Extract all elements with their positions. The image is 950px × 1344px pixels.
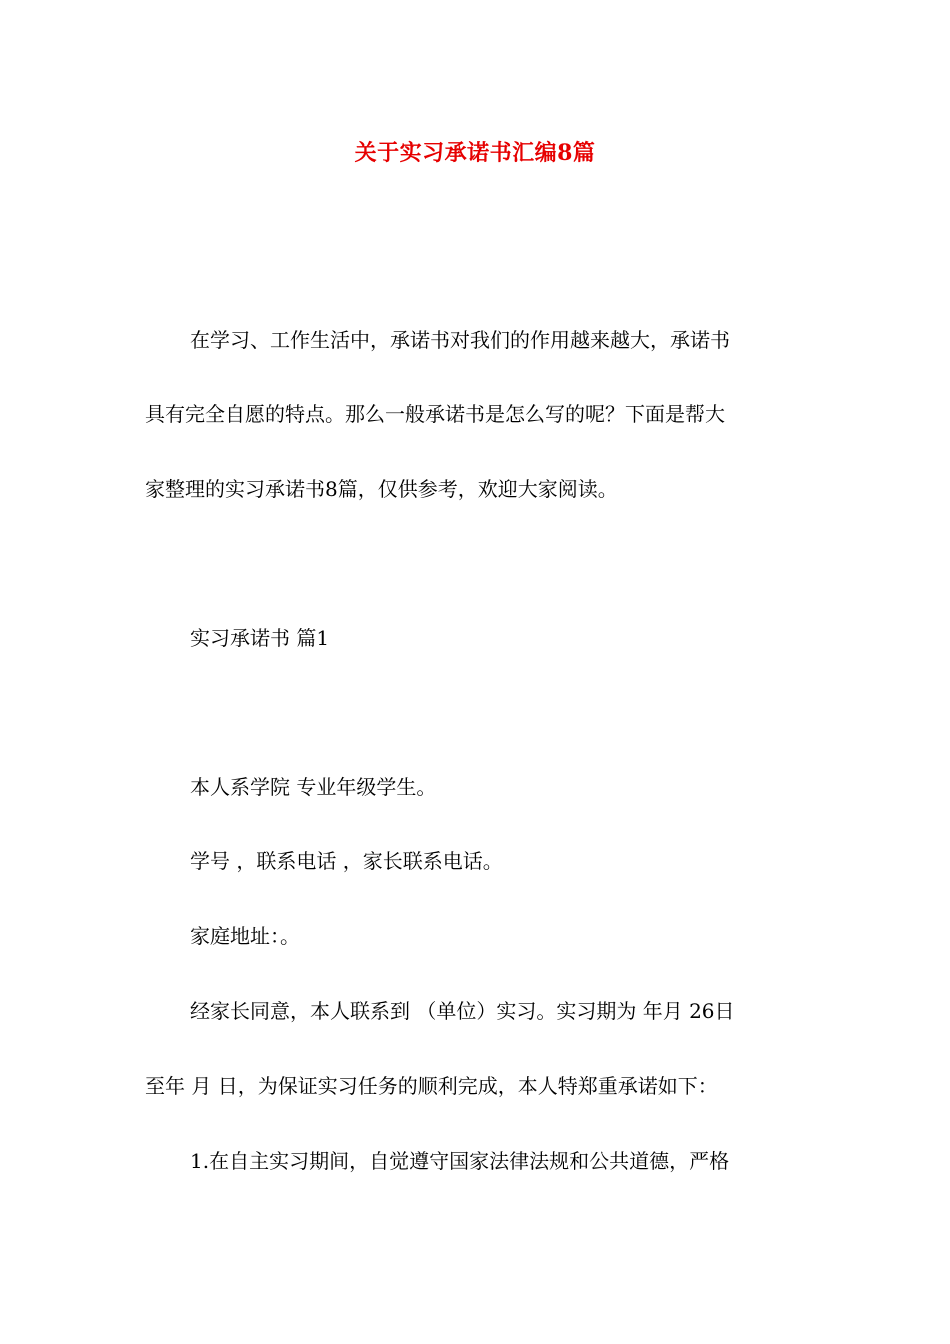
body-line-3: 家庭地址：。: [190, 924, 300, 948]
intro-line-3: 家整理的实习承诺书8篇，仅供参考，欢迎大家阅读。: [145, 477, 618, 501]
section-heading: 实习承诺书 篇1: [190, 626, 330, 650]
body-line-2: 学号 ，联系电话 ，家长联系电话。: [190, 849, 503, 873]
document-title: 关于实习承诺书汇编8篇: [354, 140, 596, 166]
body-line-6: 1.在自主实习期间，自觉遵守国家法律法规和公共道德，严格: [190, 1149, 730, 1173]
body-line-1: 本人系学院 专业年级学生。: [190, 775, 437, 799]
intro-line-2: 具有完全自愿的特点。那么一般承诺书是怎么写的呢？下面是帮大: [145, 402, 725, 426]
intro-line-1: 在学习、工作生活中，承诺书对我们的作用越来越大，承诺书: [190, 328, 730, 352]
body-line-4: 经家长同意，本人联系到 （单位）实习。实习期为 年月 26日: [190, 999, 735, 1023]
body-line-5: 至年 月 日，为保证实习任务的顺利完成，本人特郑重承诺如下：: [145, 1074, 718, 1098]
